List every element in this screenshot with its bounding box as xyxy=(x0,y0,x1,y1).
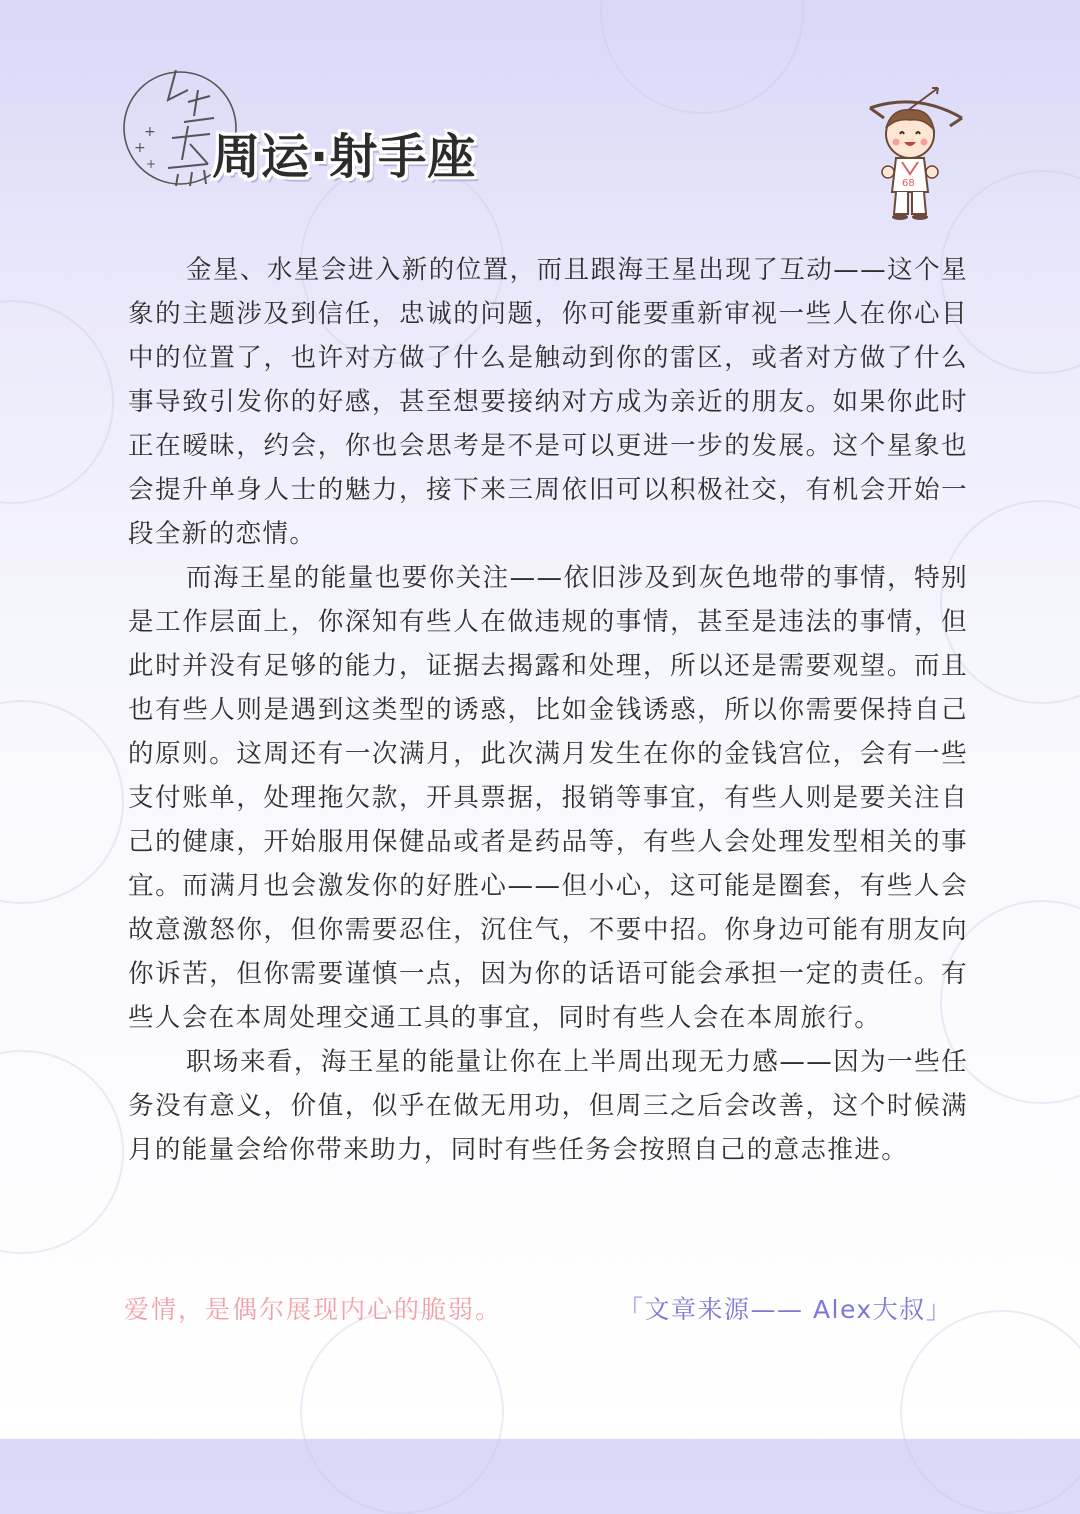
article-body xyxy=(128,248,968,1172)
watermark-icon xyxy=(600,0,804,114)
svg-text:+: + xyxy=(144,124,156,140)
article-paragraph: 职场来看，海王星的能量让你在上半周出现无力感——因为一些任务没有意义，价值，似乎在做无用功，但周三之后会改善，这个时候满月的能量会给你带来助力，同时有些任务会按照自己的意志推进。 xyxy=(128,1047,968,1165)
svg-text:68: 68 xyxy=(902,178,915,189)
footer-quote: 爱情，是偶尔展现内心的脆弱。 xyxy=(124,1295,503,1324)
watermark-icon xyxy=(0,300,114,504)
svg-text:+: + xyxy=(134,140,146,156)
page-title: 周运·射手座 xyxy=(212,129,477,185)
svg-text:+: + xyxy=(146,157,157,171)
watermark-icon xyxy=(0,700,124,904)
footer-source: 「文章来源—— Alex大叔」 xyxy=(618,1295,953,1324)
article-paragraph: 金星、水星会进入新的位置，而且跟海王星出现了互动——这个星象的主题涉及到信任，忠诚的问题，你可能要重新审视一些人在你心目中的位置了，也许对方做了什么是触动到你的雷区，或者对方做了什么事导致引发你的好感，甚至想要接纳对方成为亲近的朋友。如果你此时正在暧昧，约会，你也会思考是不是可以更进一步的发展。这个星象也会提升单身人士的魅力，接下来三周依旧可以积极社交，有机会开始一段全新的恋情。 xyxy=(128,255,968,549)
article-paragraph: 而海王星的能量也要你关注——依旧涉及到灰色地带的事情，特别是工作层面上，你深知有些人在做违规的事情，甚至是违法的事情，但此时并没有足够的能力，证据去揭露和处理，所以还是需要观望。而且也有些人则是遇到这类型的诱惑，比如金钱诱惑，所以你需要保持自己的原则。这周还有一次满月，此次满月发生在你的金钱宫位，会有一些支付账单，处理拖欠款，开具票据，报销等事宜，有些人则是要关注自己的健康，开始服用保健品或者是药品等，有些人会处理发型相关的事宜。而满月也会激发你的好胜心——但小心，这可能是圈套，有些人会故意激怒你，但你需要忍住，沉住气，不要中招。你身边可能有朋友向你诉苦，但你需要谨慎一点，因为你的话语可能会承担一定的责任。有些人会在本周处理交通工具的事宜，同时有些人会在本周旅行。 xyxy=(128,563,968,1033)
sagittarius-mascot-icon xyxy=(862,82,972,222)
watermark-icon xyxy=(300,1310,504,1514)
watermark-icon xyxy=(900,1310,1080,1514)
watermark-icon xyxy=(0,1050,124,1254)
